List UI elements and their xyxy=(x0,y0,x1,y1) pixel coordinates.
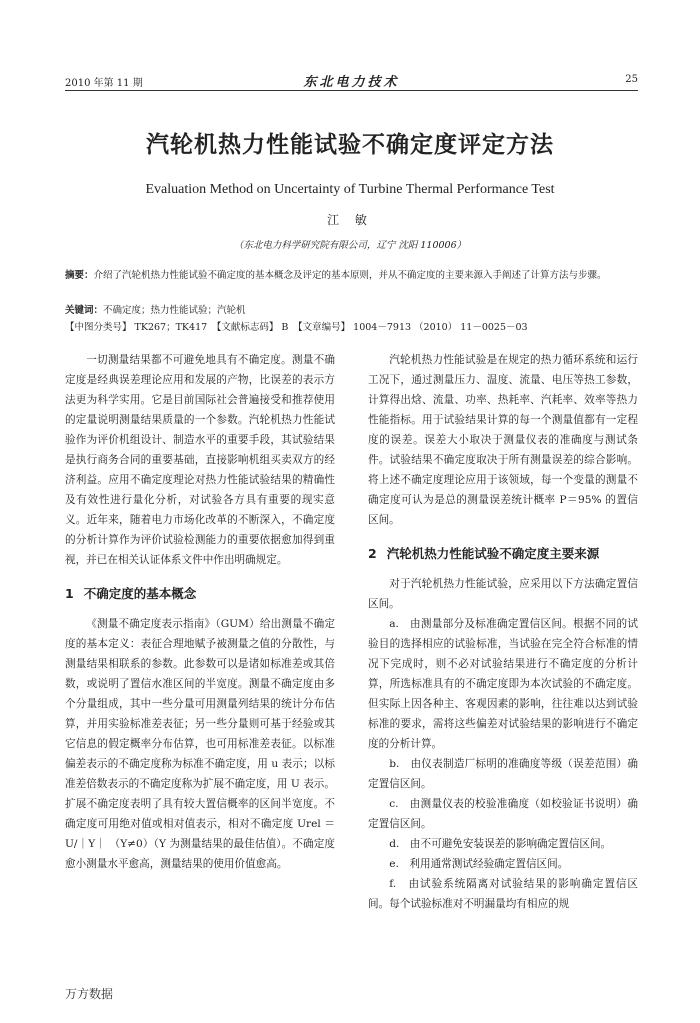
list-item-f: f. 由试验系统隔离对试验结果的影响确定置信区间。每个试验标准对不明漏量均有相应的规 xyxy=(368,878,638,910)
section-2-title: 汽轮机热力性能试验不确定度主要来源 xyxy=(386,546,600,561)
running-header xyxy=(65,70,638,88)
section-1-paragraph: 《测量不确定度表示指南》（GUM）给出测量不确定度的基本定义：表征合理地赋予被测量之值的分散性，与测量结果相联系的参数。此参数可以是诸如标准差或其倍数，或说明了置信水准区间的半宽度。测量不确定度由多个分量组成，其中一些分量可用测量列结果的统计分布估算，并用实验标准差表征；另一些分量则可基于经验或其它信息的假定概率分布估算，也可用标准差表征。以标准偏差表示的不确定度称为标准不确定度，用 u 表示；以标准差倍数表示的不确定度称为扩展不确定度，用 U 表示。扩展不确定度表明了具有较大置信概率的区间半宽度。不确定度可用绝对值或相对值表示，相对不确定度 Urel ＝ U/｜Y｜ （Y≠0）（Y 为测量结果的最佳估值）。不确定度愈小测量水平愈高，测量结果的使用价值愈高。 xyxy=(65,618,335,870)
classification-codes: 【中图分类号】 TK267；TK417 【文献标志码】 B 【文章编号】 1004－7913 （2010） 11－0025－03 xyxy=(65,322,528,333)
affiliation: （东北电力科学研究院有限公司，辽宁 沈阳 110006） xyxy=(233,240,467,251)
right-paragraph-1: 汽轮机热力性能试验是在规定的热力循环系统和运行工况下，通过测量压力、温度、流量、电压等热工参数，计算得出焓、流量、功率、热耗率、汽耗率、效率等热力性能指标。用于试验结果计算的每一个测量值都有一定程度的误差。误差大小取决于测量仪表的准确度与测试条件。试验结果不确定度取决于所有测量误差的综合影响。将上述不确定度理论应用于该领域，每一个变量的测量不确定度可认为是总的测量误差统计概率 P＝95% 的置信区间。 xyxy=(368,354,638,526)
section-1-number: 1 xyxy=(65,586,74,601)
intro-paragraph: 一切测量结果都不可避免地具有不确定度。测量不确定度是经典误差理论应用和发展的产物，比误差的表示方法更为科学实用。它是目前国际社会普遍接受和推荐使用的定量说明测量结果质量的一个参数。汽轮机热力性能试验作为评价机组设计、制造水平的重要手段，其试验结果是执行商务合同的重要基础，直接影响机组买卖双方的经济利益。应用不确定度理论对热力性能试验结果的精确性及有效性进行量化分析，对试验各方具有重要的现实意义。近年来，随着电力市场化改革的不断深入，不确定度的分析计算作为评价试验检测能力的重要依据愈加得到重视，并已在相关认证体系文件中作出明确规定。 xyxy=(65,354,335,566)
keywords xyxy=(65,303,638,318)
section-2-heading xyxy=(368,544,638,564)
section-1-title: 不确定度的基本概念 xyxy=(83,586,197,601)
abstract-label: 摘要： xyxy=(65,270,94,281)
title-chinese: 汽轮机热力性能试验不确定度评定方法 xyxy=(146,131,554,158)
title-english: Evaluation Method on Uncertainty of Turbine Thermal Performance Test xyxy=(145,182,555,197)
section-2-number: 2 xyxy=(368,546,377,561)
right-column xyxy=(368,350,638,914)
header-rule xyxy=(65,90,638,91)
issue-label: 2010 年第 11 期 xyxy=(65,78,143,89)
list-item-e: e. 利用通常测试经验确定置信区间。 xyxy=(389,858,569,870)
list-item-d: d. 由不可避免安装误差的影响确定置信区间。 xyxy=(389,838,612,850)
list-item-b: b. 由仪表制造厂标明的准确度等级（误差范围）确定置信区间。 xyxy=(368,758,638,790)
journal-name: 东北电力技术 xyxy=(303,75,400,90)
list-item-c: c. 由测量仪表的校验准确度（如校验证书说明）确定置信区间。 xyxy=(368,798,638,830)
section-2-intro: 对于汽轮机热力性能试验，应采用以下方法确定置信区间。 xyxy=(368,578,638,610)
section-1-heading xyxy=(65,584,335,604)
list-item-a: a. 由测量部分及标准确定置信区间。根据不同的试验目的选择相应的试验标准，当试验在完全符合标准的情况下完成时，则不必对试验结果进行不确定度的分析计算，所选标准具有的不确定度即为本次试验的不确定度。但实际上因各种主、客观因素的影响，往往难以达到试验标准的要求，需将这些偏差对试验结果的影响进行不确定度的分析计算。 xyxy=(368,618,638,750)
left-column xyxy=(65,350,335,874)
keywords-label: 关键词： xyxy=(65,305,104,316)
page-number: 25 xyxy=(625,74,638,85)
keywords-text: 不确定度；热力性能试验；汽轮机 xyxy=(103,305,246,316)
watermark-text: 万方数据 xyxy=(65,987,114,1001)
abstract xyxy=(65,268,638,283)
abstract-text: 介绍了汽轮机热力性能试验不确定度的基本概念及评定的基本原则，并从不确定度的主要来源入手阐述了计算方法与步骤。 xyxy=(93,270,607,281)
author: 江 敏 xyxy=(327,213,373,227)
